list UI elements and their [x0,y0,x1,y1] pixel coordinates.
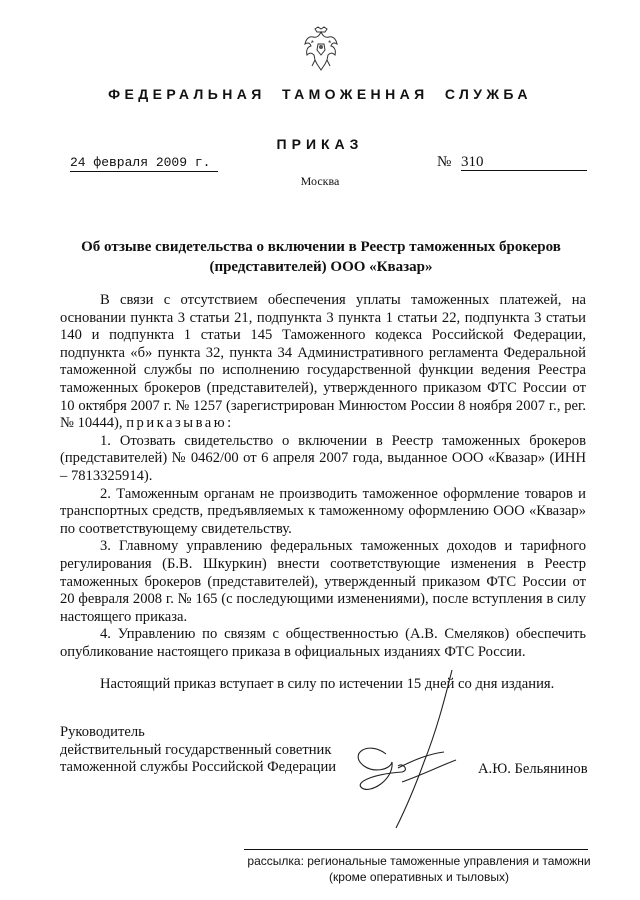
signer-name: А.Ю. Бельянинов [478,761,588,777]
order-item-1: 1. Отозвать свидетельство о включении в Реестр таможенных брокеров (представителей) № 0462/00 от 6 апреля 2007 года, выданное ООО «Квазар» (ИНН – 7813325914). [60,432,586,484]
document-type: ПРИКАЗ [276,136,364,152]
signatory-line-3: таможенной службы Российской Федерации [60,759,337,776]
effective-date-clause: Настоящий приказ вступает в силу по истечении 15 дней со дня издания. [100,676,555,692]
distribution-line-2: (кроме оперативных и тыловых) [329,870,509,884]
russian-coat-of-arms-icon [303,26,339,72]
order-number: 310 [461,154,587,171]
signatory-title [60,724,336,777]
order-date: 24 февраля 2009 г. [70,156,218,172]
issue-city: Москва [300,174,340,188]
order-body [60,292,586,661]
distribution-line-1: рассылка: региональные таможенные управления и таможни [247,854,591,868]
order-item-4: 4. Управлению по связям с общественностью (А.В. Смеляков) обеспечить опубликование настоящего приказа в официальных изданиях ФТС России. [60,626,586,660]
distribution-rule [244,849,588,850]
heading-line-2: (представителей) ООО «Квазар» [209,259,433,275]
signatory-line-1: Руководитель [60,724,145,740]
handwritten-signature [340,662,530,832]
distribution-list [244,853,594,885]
agency-name: ФЕДЕРАЛЬНАЯ ТАМОЖЕННАЯ СЛУЖБА [108,86,532,102]
number-label: № [437,154,452,170]
order-heading [62,237,580,277]
signatory-line-2: действительный государственный советник [60,741,332,758]
order-item-2: 2. Таможенным органам не производить таможенное оформление товаров и транспортных средств, предъявляемых к таможенному оформлению ООО «Квазар» по соответствующему свидетельству. [60,485,586,537]
preamble-text: В связи с отсутствием обеспечения уплаты таможенных платежей, на основании пункта 3 статьи 21, подпункта 3 пункта 1 статьи 22, подпункта 3 статьи 140 и подпункта 1 статьи 145 Таможенного кодекса Российской Федерации, подпункта «б» пункта 32, пункта 34 Административного регламента Федеральной таможенной службы по исполнению государственной функции ведения Реестра таможенных брокеров (представителей), утвержденного приказом ФТС России от 10 октября 2007 г. № 1257 (зарегистрирован Минюстом России 8 ноября 2007 г., рег. № 10444), [60,292,586,432]
order-word: приказываю: [126,415,234,432]
heading-line-1: Об отзыве свидетельства о включении в Реестр таможенных брокеров [81,239,561,255]
order-item-3: 3. Главному управлению федеральных таможенных доходов и тарифного регулирования (Б.В. Шкуркин) внести соответствующие изменения в Реестр таможенных брокеров (представителей), утвержденный приказом ФТС России от 20 февраля 2008 г. № 165 (с последующими изменениями), после вступления в силу настоящего приказа. [60,538,586,625]
preamble-paragraph [60,292,586,433]
